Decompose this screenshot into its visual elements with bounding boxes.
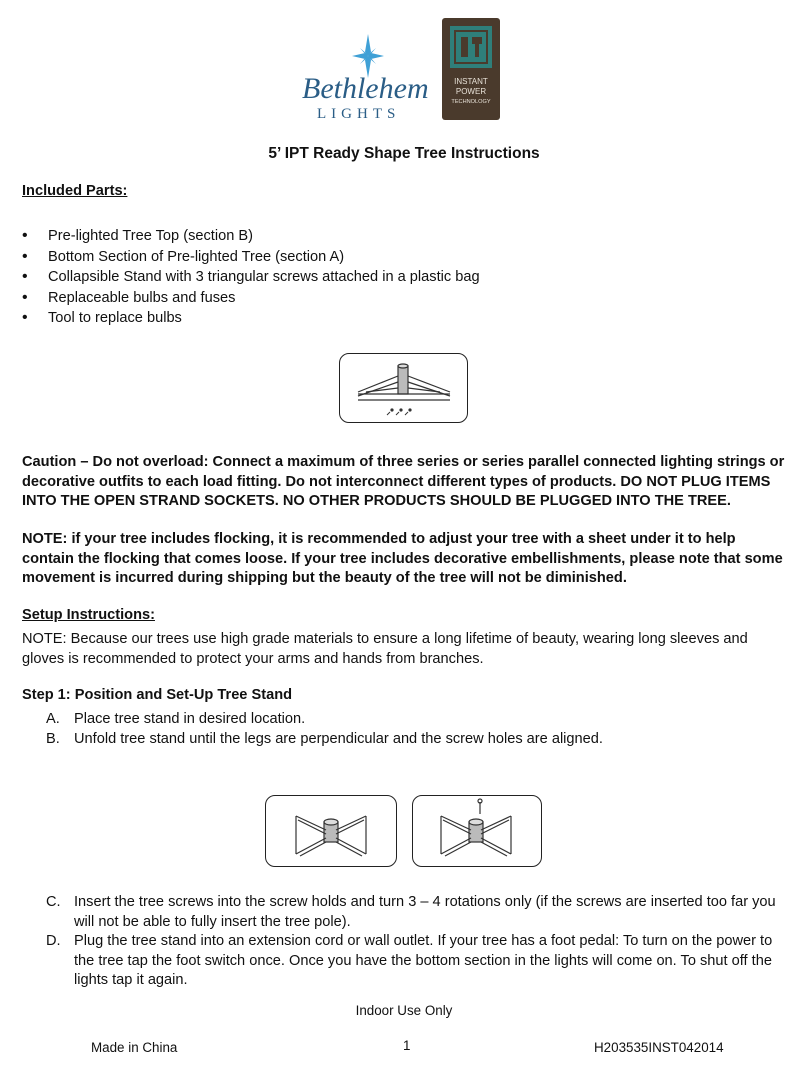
list-item — [46, 730, 796, 750]
caution-text: Caution – Do not overload: Connect a maximum of three series or series parallel connected lighting strings or decorative outfits to each load fitting. Do not interconnect different types of products. DO NOT PLUG ITEMS INTO THE OPEN STRAND SOCKETS. NO OTHER PRODUCTS SHOULD BE PLUGGED INTO THE TREE. — [22, 454, 785, 509]
step-letter: A. — [46, 711, 60, 727]
setup-note: NOTE: Because our trees use high grade materials to ensure a long lifetime of beauty, wearing long sleeves and gloves is recommended to protect your arms and hands from branches. — [22, 631, 748, 667]
tree-stand-screw-icon — [413, 796, 541, 866]
step-letter: C. — [46, 894, 61, 910]
ipt-line2: POWER — [455, 87, 487, 96]
brand-line2: LIGHTS — [317, 106, 401, 122]
stand-illustration-folded — [339, 353, 468, 423]
list-item: • Replaceable bulbs and fuses — [22, 288, 480, 309]
stand-illustration-unfolded — [265, 795, 397, 867]
list-item — [46, 932, 796, 991]
steps-cd-list — [46, 893, 796, 991]
step-text: Place tree stand in desired location. — [74, 711, 306, 727]
step-letter: B. — [46, 730, 60, 747]
list-item — [46, 893, 796, 932]
page-number: 1 — [403, 1038, 411, 1053]
ipt-badge — [442, 18, 500, 120]
footer-origin: Made in China — [91, 1040, 178, 1055]
footer-code: H203535INST042014 — [594, 1040, 724, 1055]
bethlehem-lights-logo — [300, 18, 510, 122]
tree-stand-icon — [340, 354, 467, 422]
brand-line1: Bethlehem — [302, 72, 429, 105]
ipt-line3: TECHNOLOGY — [451, 99, 491, 105]
logo-group — [300, 18, 510, 122]
list-item: • Collapsible Stand with 3 triangular screws attached in a plastic bag — [22, 267, 480, 288]
list-item: • Pre-lighted Tree Top (section B) — [22, 226, 480, 247]
page-title: 5’ IPT Ready Shape Tree Instructions — [268, 145, 540, 162]
indoor-use-label: Indoor Use Only — [355, 1003, 453, 1018]
tree-stand-icon — [266, 796, 396, 866]
setup-heading: Setup Instructions: — [22, 607, 155, 623]
included-parts-list — [22, 226, 480, 329]
note-flocking: NOTE: if your tree includes flocking, it is recommended to adjust your tree with a sheet under it to help contain the flocking that comes loose. If your tree includes decorative embellishments, please note that some movement is incurred during shipping but the beauty of the tree will not be diminished. — [22, 531, 783, 586]
list-item: • Tool to replace bulbs — [22, 308, 480, 329]
included-parts-heading: Included Parts: — [22, 183, 128, 199]
step1-title: Step 1: Position and Set-Up Tree Stand — [22, 687, 293, 703]
ipt-line1: INSTANT — [454, 77, 488, 86]
list-item: • Bottom Section of Pre-lighted Tree (section A) — [22, 247, 480, 268]
list-item — [46, 710, 796, 730]
step-text: Insert the tree screws into the screw holds and turn 3 – 4 rotations only (if the screws are inserted too far you will not be able to fully insert the tree pole). — [74, 894, 776, 930]
stand-illustration-with-screw — [412, 795, 542, 867]
step-text: Plug the tree stand into an extension cord or wall outlet. If your tree has a foot pedal: To turn on the power to the tree tap the foot switch once. Once you have the bottom section in the lights will come on. To shut off the lights tap it again. — [74, 933, 773, 988]
step-letter: D. — [46, 933, 61, 949]
steps-ab-list — [46, 710, 796, 749]
step-text: Unfold tree stand until the legs are perpendicular and the screw holes are aligned. — [74, 730, 603, 747]
